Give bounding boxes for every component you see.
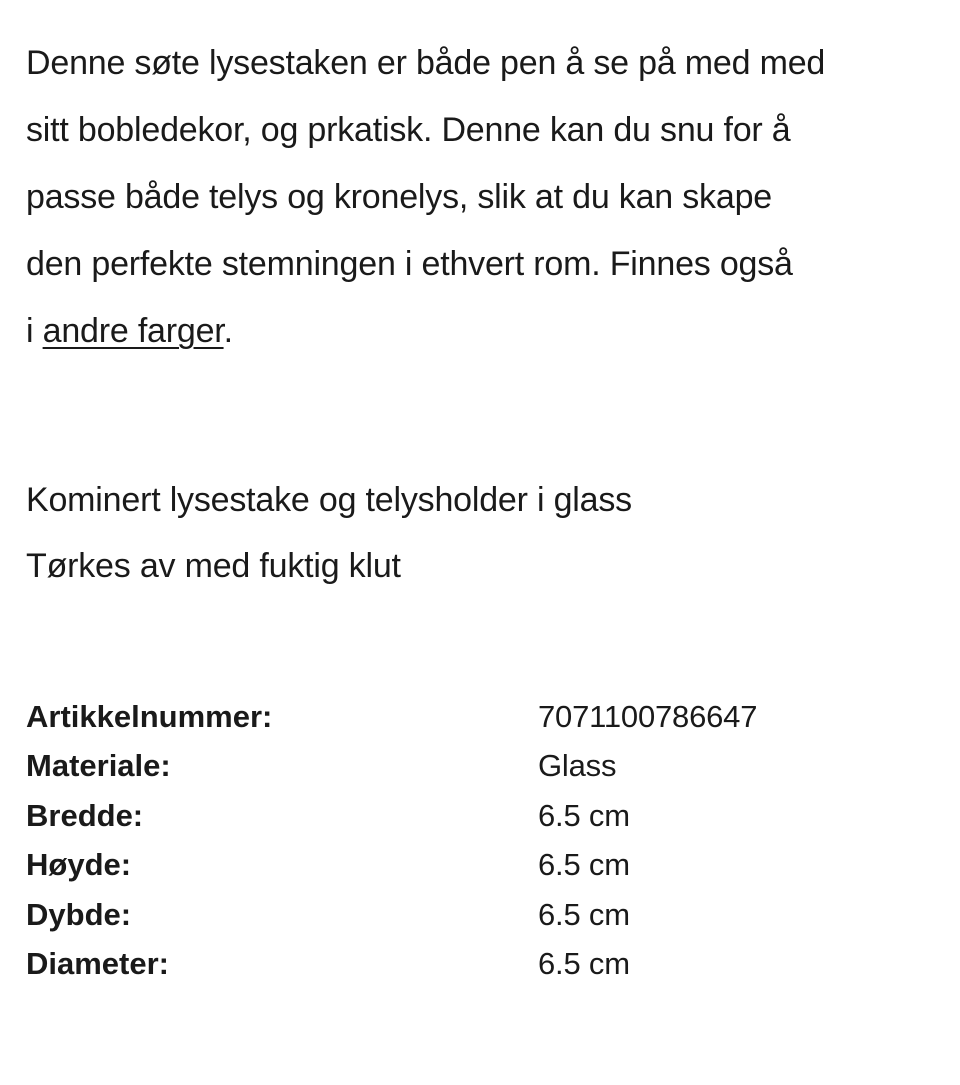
spec-value: Glass: [538, 748, 617, 784]
spec-value: 6.5 cm: [538, 847, 630, 883]
spec-label: Artikkelnummer:: [26, 698, 273, 734]
spec-row-diameter: [26, 940, 936, 990]
description-text: i: [26, 312, 43, 350]
description-line: passe både telys og kronelys, slik at du kan skape: [26, 178, 772, 216]
spec-value: 6.5 cm: [538, 946, 630, 982]
spec-row-article-number: [26, 692, 936, 742]
product-features: [26, 467, 936, 599]
description-line: [26, 298, 936, 365]
product-description: [26, 30, 936, 365]
description-text: .: [223, 312, 233, 350]
spec-row-width: [26, 791, 936, 841]
spec-value: 6.5 cm: [538, 797, 630, 833]
spec-label: Diameter:: [26, 946, 169, 982]
spec-row-height: [26, 841, 936, 891]
spec-label: Høyde:: [26, 847, 132, 883]
other-colors-link[interactable]: andre farger: [42, 312, 224, 350]
specifications-table: [26, 692, 936, 989]
spec-label: Dybde:: [26, 896, 132, 932]
description-line: den perfekte stemningen i ethvert rom. Finnes også: [26, 245, 793, 283]
description-line: Denne søte lysestaken er både pen å se på med med: [26, 44, 826, 82]
feature-line: Tørkes av med fuktig klut: [26, 547, 401, 585]
spec-label: Bredde:: [26, 797, 144, 833]
spec-row-depth: [26, 890, 936, 940]
spec-row-material: [26, 742, 936, 792]
description-line: sitt bobledekor, og prkatisk. Denne kan du snu for å: [26, 111, 791, 149]
spec-value: 7071100786647: [538, 698, 758, 734]
spec-label: Materiale:: [26, 748, 171, 784]
spec-value: 6.5 cm: [538, 896, 630, 932]
feature-line: Kominert lysestake og telysholder i glass: [26, 481, 632, 519]
